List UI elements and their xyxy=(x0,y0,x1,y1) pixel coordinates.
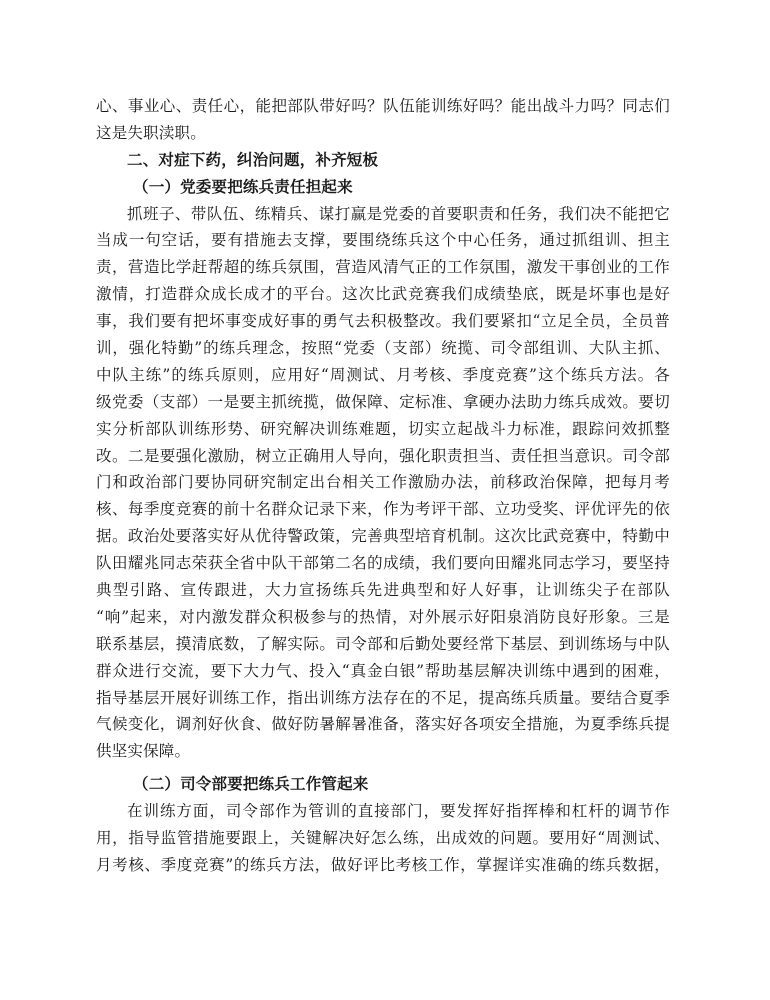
text-line: 当成一句空话，要有措施去支撑，要围绕练兵这个中心任务，通过抓组训、担主 xyxy=(96,231,670,250)
text-line: 月考核、季度竞赛”的练兵方法，做好评比考核工作，掌握详实准确的练兵数据， xyxy=(96,855,670,874)
text-line: 用，指导监管措施要跟上，关键解决好怎么练，出成效的问题。要用好“周测试、 xyxy=(96,829,670,848)
text-line: 事，我们要有把坏事变成好事的勇气去积极整改。我们要紧扣“立足全员，全员普 xyxy=(96,312,670,331)
text-line: 激情，打造群众成长成才的平台。这次比武竞赛我们成绩垫底，既是坏事也是好 xyxy=(96,285,670,304)
text-line: 抓班子、带队伍、练精兵、谋打赢是党委的首要职责和任务，我们决不能把它 xyxy=(127,204,670,223)
text-line: 联系基层，摸清底数，了解实际。司令部和后勤处要经常下基层、到训练场与中队 xyxy=(96,634,670,653)
text-line: 门和政治部门要协同研究制定出台相关工作激励办法，前移政治保障，把每月考 xyxy=(96,473,670,492)
text-line: 这是失职渎职。 xyxy=(96,123,206,142)
text-line: 气候变化，调剂好伙食、做好防暑解暑准备，落实好各项安全措施，为夏季练兵提 xyxy=(96,715,670,734)
subsection-heading: （二）司令部要把练兵工作管起来 xyxy=(133,774,369,794)
text-line: 改。二是要强化激励，树立正确用人导向，强化职责担当、责任担当意识。司令部 xyxy=(96,446,670,465)
body-paragraph xyxy=(96,798,670,879)
text-line: 责，营造比学赶帮超的练兵氛围，营造风清气正的工作氛围，激发干事创业的工作 xyxy=(96,258,670,277)
text-line: 典型引路、宣传跟进，大力宣扬练兵先进典型和好人好事，让训练尖子在部队 xyxy=(96,581,670,600)
text-line: 中队主练”的练兵原则，应用好“周测试、月考核、季度竞赛”这个练兵方法。各 xyxy=(96,365,670,384)
continuation-paragraph xyxy=(96,93,670,147)
text-line: 核、每季度竞赛的前十名群众记录下来，作为考评干部、立功受奖、评优评先的依 xyxy=(96,500,670,519)
text-line: 在训练方面，司令部作为管训的直接部门，要发挥好指挥棒和杠杆的调节作 xyxy=(127,802,670,821)
section-heading: 二、对症下药，纠治问题，补齐短板 xyxy=(127,149,379,169)
body-paragraph xyxy=(96,201,670,766)
subsection-heading: （一）党委要把练兵责任担起来 xyxy=(133,176,353,196)
text-line: 级党委（支部）一是要主抓统揽，做保障、定标准、拿硬办法助力练兵成效。要切 xyxy=(96,392,670,411)
text-line: 队田耀兆同志荣获全省中队干部第二名的成绩，我们要向田耀兆同志学习，要坚持 xyxy=(96,554,670,573)
text-line: 指导基层开展好训练工作，指出训练方法存在的不足，提高练兵质量。要结合夏季 xyxy=(96,688,670,707)
text-line: 供坚实保障。 xyxy=(96,742,191,761)
text-line: 训，强化特勤”的练兵理念，按照“党委（支部）统揽、司令部组训、大队主抓、 xyxy=(96,339,670,358)
text-line: 心、事业心、责任心，能把部队带好吗？队伍能训练好吗？能出战斗力吗？同志们 xyxy=(96,97,670,115)
text-line: 实分析部队训练形势、研究解决训练难题，切实立起战斗力标准，跟踪问效抓整 xyxy=(96,419,670,438)
document-page xyxy=(96,93,670,879)
text-line: 据。政治处要落实好从优待警政策，完善典型培育机制。这次比武竞赛中，特勤中 xyxy=(96,527,670,546)
text-line: 群众进行交流，要下大力气、投入“真金白银”帮助基层解决训练中遇到的困难， xyxy=(96,661,670,680)
text-line: “响”起来，对内激发群众积极参与的热情，对外展示好阳泉消防良好形象。三是 xyxy=(96,607,670,626)
